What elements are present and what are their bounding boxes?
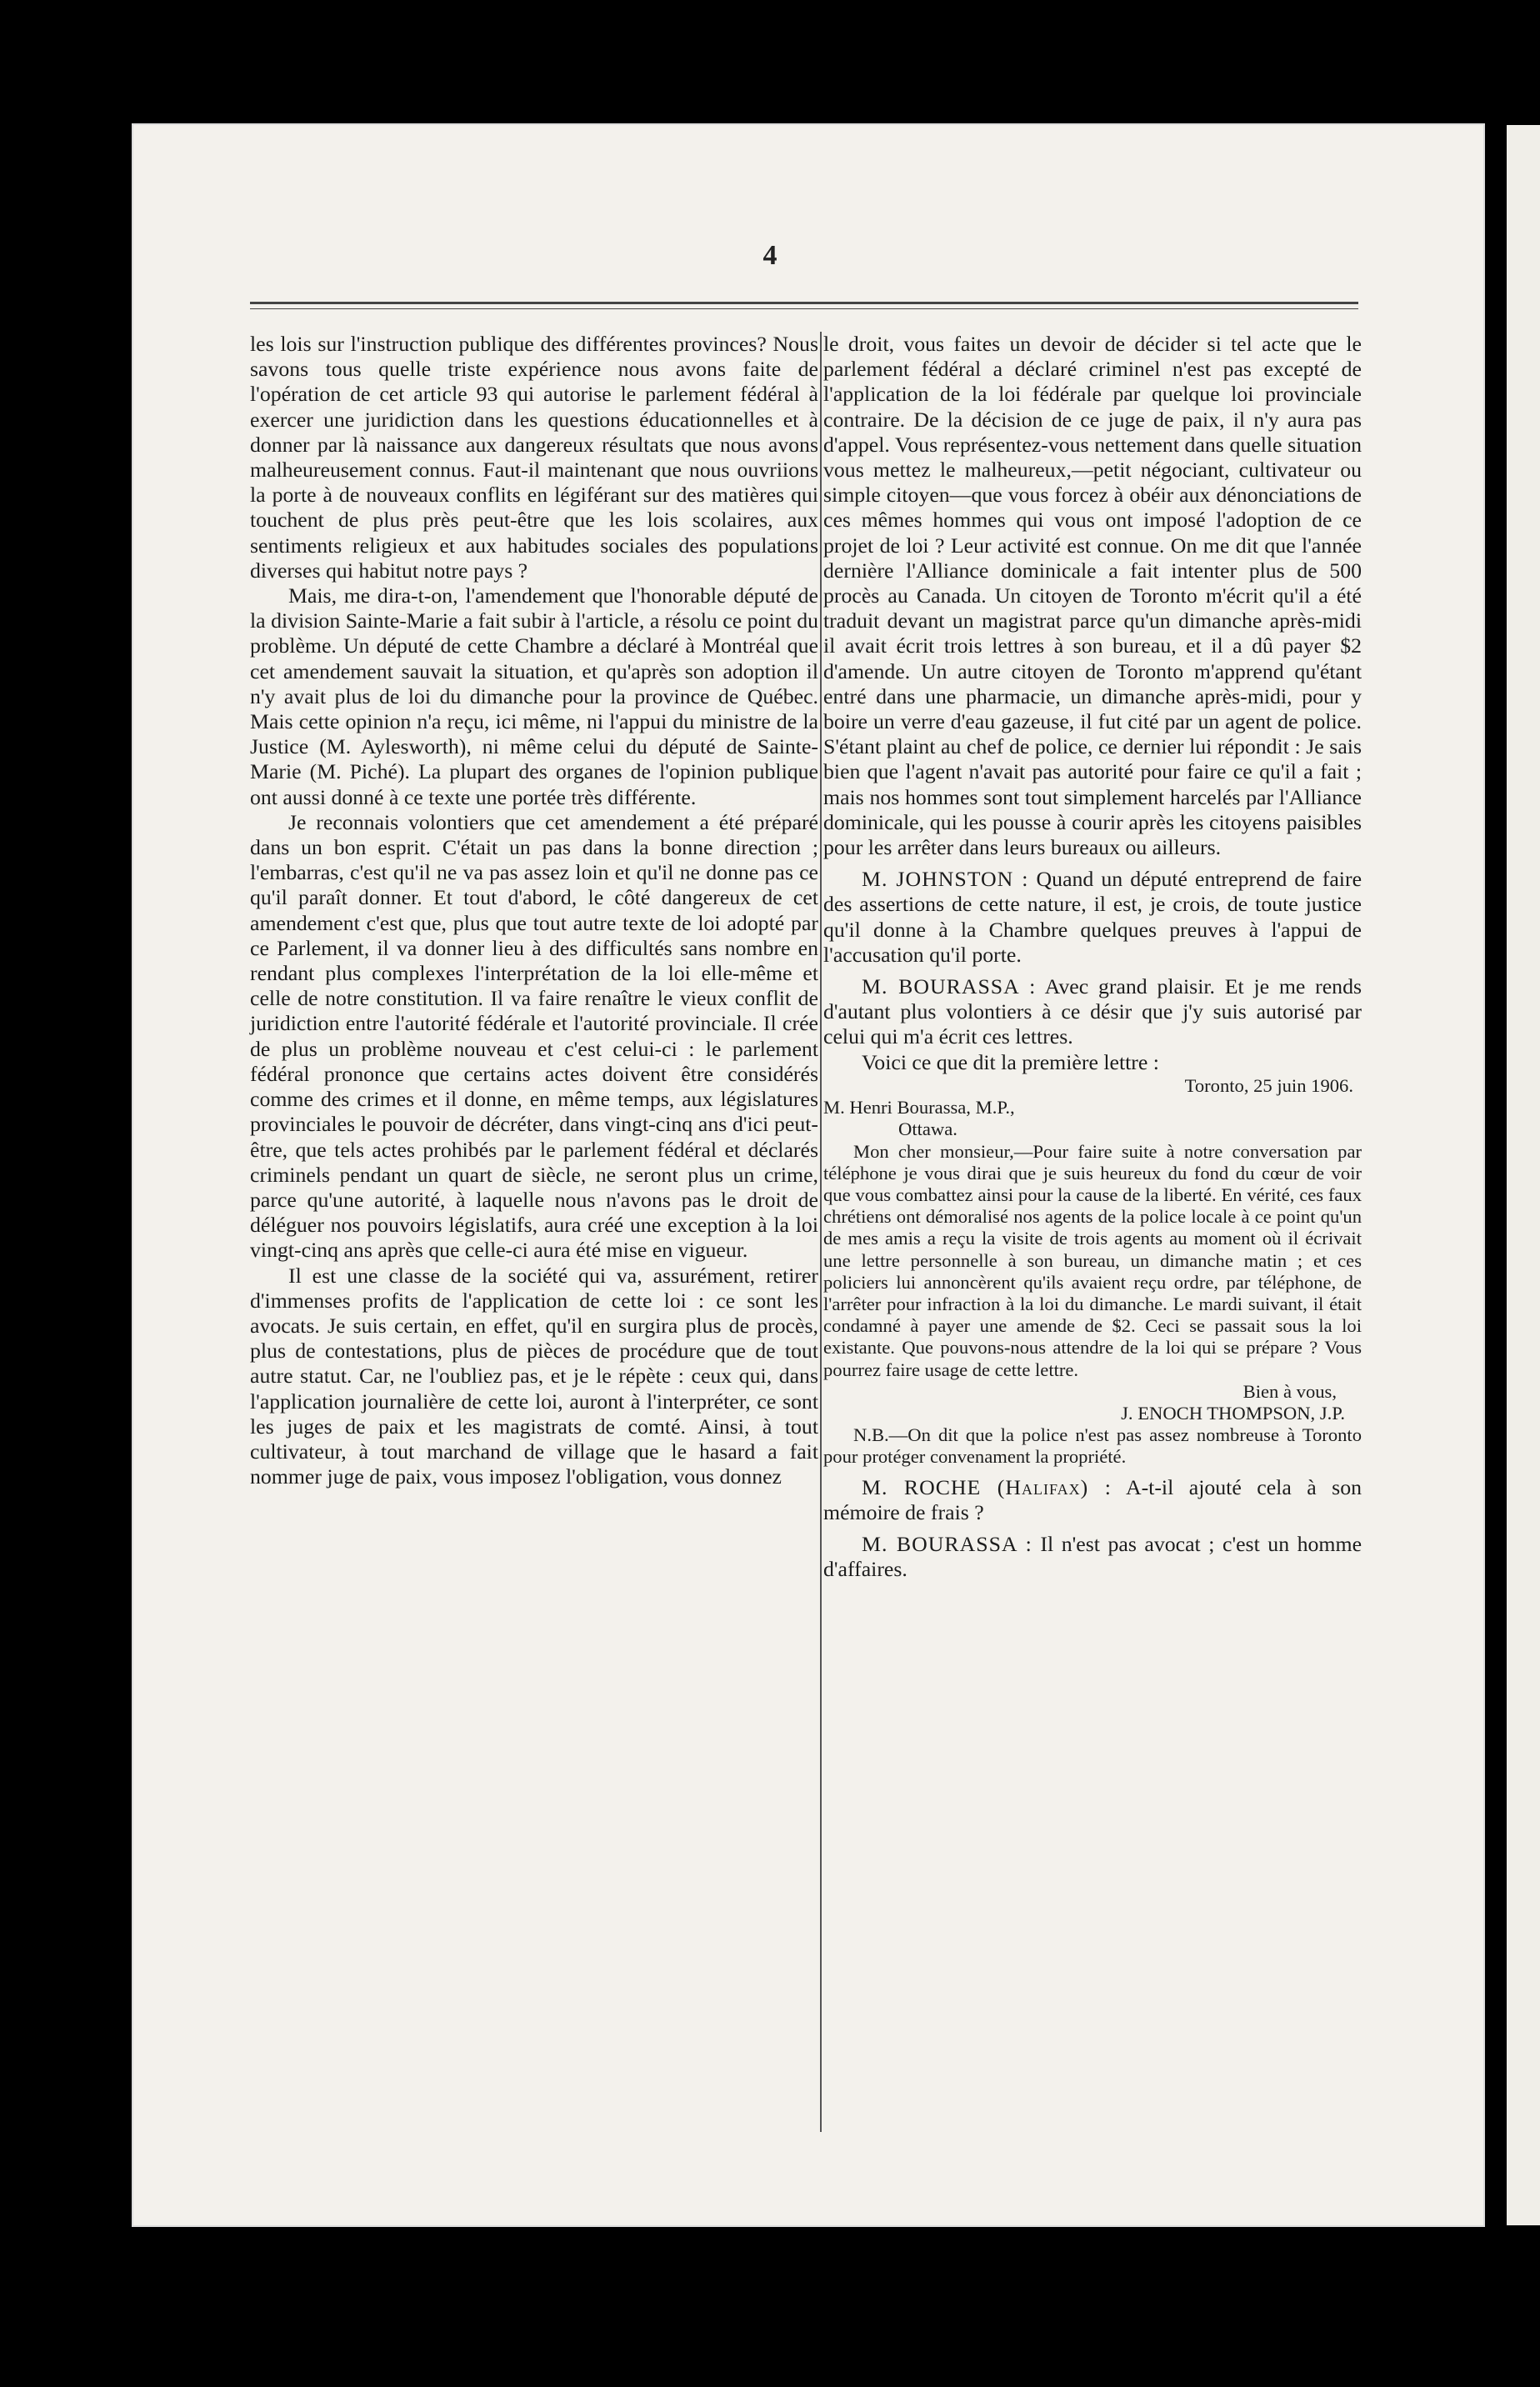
speaker-name: M. BOURASSA : <box>862 974 1037 999</box>
letter-city: Ottawa. <box>898 1118 958 1140</box>
letter-intro: Voici ce que dit la première lettre : <box>862 1049 1159 1074</box>
paragraph: Il est une classe de la société qui va, assurément, retirer d'immenses profits de l'application de cette loi : ce sont les avocats. Je suis certain, en effet, qu'il en surgira plus de procès, plus de contestations, plus de pièces de procédure que de tout autre statut. Car, ne l'oubliez pas, et je le répète : ceux qui, dans l'application journalière de cette loi, auront à l'interpréter, ce sont les juges de paix et les magistrats de comté. Ainsi, à tout cultivateur, à tout marchand de village que le hasard a fait nommer juge de paix, vous imposez l'obligation, vous donnez <box>250 1263 818 1489</box>
paragraph: le droit, vous faites un devoir de décider si tel acte que le parlement fédéral a déclaré criminel n'est pas excepté de l'application de la loi fédérale par quelque loi provinciale contraire. De la décision de ce juge de paix, il n'y aura pas d'appel. Vous représentez-vous nettement dans quelle situation vous mettez le malheureux,—petit négociant, cultivateur ou simple citoyen—que vous forcez à obéir aux dénonciations de ces mêmes hommes qui vous ont imposé l'adoption de ce projet de loi ? Leur activité est connue. On me dit que l'année dernière l'Alliance dominicale a fait intenter plus de 500 procès au Canada. Un citoyen de Toronto m'écrit qu'il a été traduit devant un magistrat parce qu'un dimanche après-midi il avait écrit trois lettres à son bureau, et il a dû payer $2 d'amende. Un autre citoyen de Toronto m'apprend qu'étant entré dans une pharmacie, un dimanche après-midi, pour y boire un verre d'eau gazeuse, il fut cité par un agent de police. S'étant plaint au chef de police, ce dernier lui répondit : Je sais bien que l'agent n'avait pas autorité pour faire ce qu'il a fait ; mais nos hommes sont tout simplement harcelés par l'Alliance dominicale, qui les pousse à courir après les citoyens paisibles pour les arrêter dans leurs bureaux ou ailleurs. <box>823 332 1362 860</box>
speaker-name: M. BOURASSA : <box>862 1531 1032 1556</box>
header-rule-thick <box>250 302 1358 304</box>
right-column <box>823 332 1362 1582</box>
speech-bourassa-2 <box>823 1532 1362 1582</box>
paragraph: Mais, me dira-t-on, l'amendement que l'honorable député de la division Sainte-Marie a fait subir à l'article, a résolu ce point du problème. Un député de cette Chambre a déclaré à Montréal que cet amendement sauvait la situation, et qu'après son adoption il n'y avait plus de loi du dimanche pour la province de Québec. Mais cette opinion n'a reçu, ici même, ni l'appui du ministre de la Justice (M. Aylesworth), ni même celui du député de Sainte-Marie (M. Piché). La plupart des organes de l'opinion publique ont aussi donné à ce texte une portée très différente. <box>250 583 818 809</box>
speaker-name: M. JOHNSTON : <box>862 867 1029 892</box>
speech-text: Quand un député entreprend de faire des assertions de cette nature, il est, je crois, de toute justice qu'il donne à la Chambre quelques preuves à l'appui de l'accusation qu'il porte. <box>823 867 1362 967</box>
column-divider <box>820 332 822 2132</box>
speech-johnston <box>823 867 1362 968</box>
speech-roche <box>823 1475 1362 1525</box>
letter-addressee: M. Henri Bourassa, M.P., <box>823 1097 1015 1118</box>
speech-text: Il n'est pas avocat ; c'est un homme d'affaires. <box>823 1531 1362 1582</box>
speech-bourassa <box>823 974 1362 1050</box>
speech-text: Avec grand plaisir. Et je me rends d'autant plus volontiers à ce désir que j'y suis autorisé par celui qui m'a écrit ces lettres. <box>823 974 1362 1049</box>
speech-text: A-t-il ajouté cela à son mémoire de frais ? <box>823 1474 1362 1524</box>
letter-postscript: N.B.—On dit que la police n'est pas assez nombreuse à Toronto pour protéger convenament la propriété. <box>823 1424 1362 1468</box>
quoted-letter <box>823 1075 1362 1469</box>
letter-body: Mon cher monsieur,—Pour faire suite à notre conversation par téléphone je vous dirai que je suis heureux du fond du cœur de voir que vous combattez ainsi pour la cause de la liberté. En vérité, ces faux chrétiens ont démoralisé nos agents de la police locale à ce point qu'un de mes amis a reçu la visite de trois agents au moment où il écrivait une lettre personnelle à son bureau, un dimanche matin ; et ces policiers lui annoncèrent qu'ils avaient reçu ordre, par téléphone, de l'arrêter pour infraction à la loi du dimanche. Le mardi suivant, il était condamné à payer une amende de $2. Ceci se passait sous la loi existante. Que pouvons-nous attendre de la loi qui se prépare ? Vous pourrez faire usage de cette lettre. <box>823 1140 1362 1380</box>
page-number: 4 <box>762 240 778 271</box>
letter-dateline: Toronto, 25 juin 1906. <box>1184 1074 1353 1096</box>
letter-signature: J. ENOCH THOMPSON, J.P. <box>1121 1402 1345 1424</box>
adjacent-page-edge <box>1507 125 1540 2225</box>
letter-closing: Bien à vous, <box>1242 1380 1337 1402</box>
paragraph: les lois sur l'instruction publique des différentes provinces? Nous savons tous quelle triste expérience nous avons faite de l'opération de cet article 93 qui autorise le parlement fédéral à exercer une juridiction dans les questions éducationnelles et à donner par là naissance aux dangereux résultats que nous avons malheureusement connus. Faut-il maintenant que nous ouvriions la porte à de nouveaux conflits en légiférant sur des matières qui touchent de plus près peut-être que les lois scolaires, aux sentiments religieux et aux habitudes sociales des populations diverses qui habitut notre pays ? <box>250 332 818 583</box>
speaker-name: M. ROCHE (Halifax) : <box>862 1474 1112 1499</box>
header-rule-thin <box>250 308 1358 309</box>
paragraph: Je reconnais volontiers que cet amendement a été préparé dans un bon esprit. C'était un pas dans la bonne direction ; l'embarras, c'est qu'il ne va pas assez loin et qu'il ne donne pas ce qu'il paraît donner. Et tout d'abord, le côté dangereux de cet amendement c'est que, plus que tout autre texte de loi adopté par ce Parlement, il va donner lieu à des difficultés sans nombre en rendant plus complexes l'interprétation de la loi elle-même et celle de notre constitution. Il va faire renaître le vieux conflit de juridiction entre l'autorité fédérale et l'autorité provinciale. Il crée de plus un problème nouveau et c'est celui-ci : le parlement fédéral prononce que certains actes doivent être considérés comme des crimes et il donne, en même temps, aux législatures provinciales le pouvoir de décréter, dans vingt-cinq ans d'ici peut-être, que tels actes prohibés par le parlement fédéral et déclarés criminels pendant un quart de siècle, ne seront plus un crime, parce qu'une autorité, à laquelle nous n'avons pas le droit de déléguer nos pouvoirs législatifs, aura créé une exception à la loi vingt-cinq ans après que celle-ci aura été mise en vigueur. <box>250 809 818 1263</box>
left-column <box>250 332 818 1489</box>
